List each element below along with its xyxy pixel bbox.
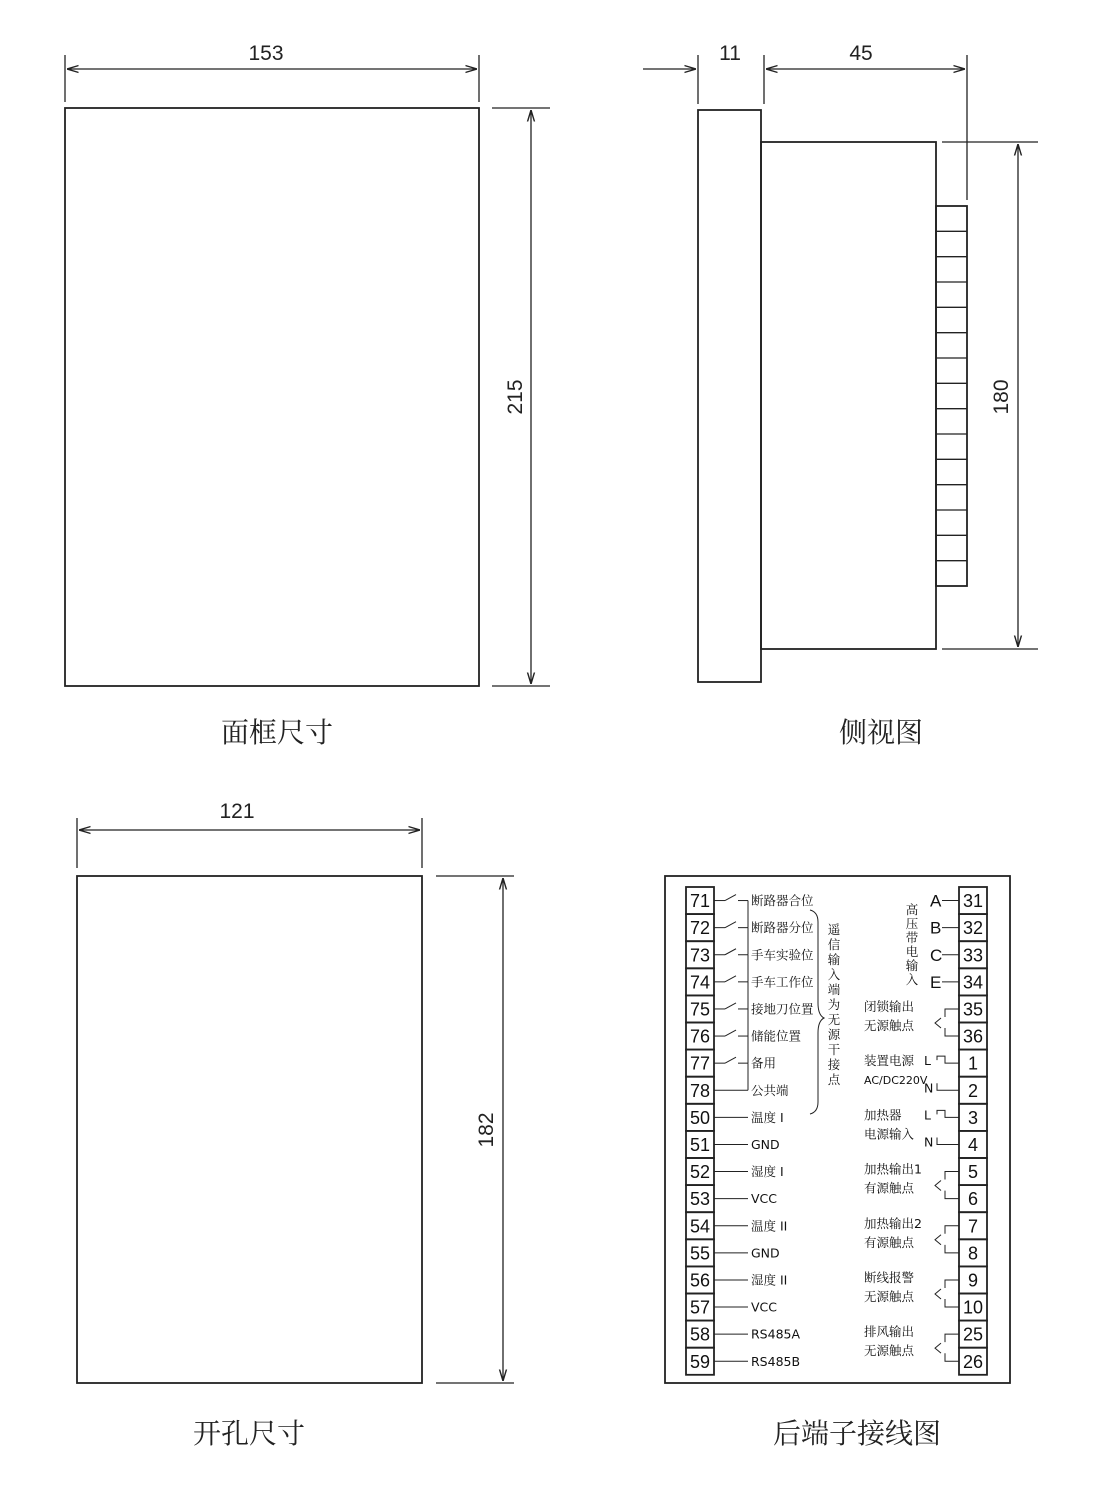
left-terminal-number: 59 [689, 1351, 711, 1372]
right-terminal-number: 31 [962, 891, 984, 912]
cutout-width-label: 121 [219, 800, 255, 823]
hv-phase-tag: C [930, 945, 943, 965]
left-terminal-number: 75 [689, 999, 711, 1020]
right-terminal-number: 25 [962, 1324, 984, 1345]
left-terminal-number: 57 [689, 1297, 711, 1318]
right-label-line1: 加热输出2 [864, 1215, 922, 1231]
switch-blade [725, 949, 736, 955]
left-terminal-number: 74 [689, 972, 711, 993]
hv-note-char: 带 [905, 930, 919, 945]
side-body-depth-label: 45 [849, 42, 873, 65]
supply-lead [937, 1083, 959, 1090]
telesignal-note-char: 端 [827, 982, 841, 997]
telesignal-note-char: 无 [827, 1012, 841, 1027]
left-terminal-label: VCC [751, 1299, 778, 1315]
right-terminal-number: 3 [967, 1107, 979, 1128]
left-terminal-number: 71 [689, 891, 711, 912]
side-body [761, 142, 936, 649]
supply-lead [937, 1110, 959, 1117]
left-terminal-label: RS485A [751, 1326, 801, 1342]
relay-contact [935, 1226, 959, 1253]
right-label-line1: 装置电源 [864, 1053, 915, 1069]
wiring-caption: 后端子接线图 [772, 1417, 942, 1450]
right-label-line1: 闭锁输出 [864, 998, 915, 1014]
relay-contact [935, 1172, 959, 1199]
switch-blade [725, 976, 736, 982]
hv-note-char: 输 [905, 958, 919, 973]
side-height-label: 180 [990, 379, 1013, 415]
left-terminal-number: 53 [689, 1189, 711, 1210]
left-terminal-number: 52 [689, 1162, 711, 1183]
panel-frame-caption: 面框尺寸 [220, 716, 334, 749]
telesignal-note-char: 信 [827, 937, 841, 952]
switch-blade [725, 895, 736, 901]
left-terminal-label: 断路器分位 [751, 920, 814, 936]
telesignal-note-char: 入 [827, 967, 841, 982]
hv-note-char: 压 [905, 916, 919, 931]
right-terminal-number: 35 [962, 999, 984, 1020]
left-terminal-label: 公共端 [751, 1082, 789, 1098]
hv-phase-tag: A [930, 891, 942, 911]
left-terminal-strip [686, 887, 814, 1375]
right-terminal-number: 26 [962, 1351, 984, 1372]
left-terminal-label: VCC [751, 1191, 778, 1207]
cutout-caption: 开孔尺寸 [192, 1417, 306, 1450]
hv-note-char: 入 [905, 972, 919, 987]
right-terminal-number: 6 [967, 1189, 979, 1210]
supply-tag: N [924, 1080, 934, 1096]
terminal-ribs [936, 231, 967, 560]
cutout-height-label: 182 [475, 1112, 498, 1148]
cutout-drawing [77, 800, 514, 1450]
left-terminal-label: GND [751, 1245, 780, 1261]
supply-lead [937, 1137, 959, 1144]
right-label-line1: 排风输出 [864, 1324, 915, 1340]
left-terminal-number: 55 [689, 1243, 711, 1264]
left-terminal-label: RS485B [751, 1353, 801, 1369]
wiring-diagram [665, 876, 1010, 1450]
panel-height-label: 215 [504, 379, 527, 415]
right-terminal-strip [924, 887, 987, 1375]
left-terminal-label: 温度 I [751, 1109, 784, 1125]
panel-width-label: 153 [248, 42, 284, 65]
right-label-line2: 有源触点 [864, 1234, 915, 1250]
right-label-line2: 无源触点 [864, 1343, 915, 1359]
right-label-line2: 无源触点 [864, 1288, 915, 1304]
switch-blade [725, 1003, 736, 1009]
left-terminal-label: 手车实验位 [751, 947, 814, 963]
supply-tag: L [924, 1053, 931, 1069]
cutout-outline [77, 876, 422, 1383]
relay-contact [935, 1009, 959, 1036]
left-terminal-label: 温度 II [751, 1218, 788, 1234]
side-terminal-block [936, 206, 967, 586]
right-label-line2: 电源输入 [864, 1126, 915, 1142]
relay-contact [935, 1334, 959, 1361]
left-terminal-label: 湿度 I [751, 1164, 784, 1180]
left-terminal-label: 接地刀位置 [751, 1001, 814, 1017]
left-terminal-number: 51 [689, 1134, 711, 1155]
right-terminal-number: 1 [967, 1053, 979, 1074]
right-terminal-number: 9 [967, 1270, 979, 1291]
right-terminal-number: 32 [962, 918, 984, 939]
switch-blade [725, 1057, 736, 1063]
left-terminal-label: 储能位置 [751, 1028, 802, 1044]
telesignal-note-char: 点 [827, 1072, 841, 1087]
hv-phase-tag: B [930, 918, 942, 938]
supply-lead [937, 1056, 959, 1063]
right-terminal-number: 36 [962, 1026, 984, 1047]
right-label-line2: 有源触点 [864, 1180, 915, 1196]
switch-blade [725, 922, 736, 928]
left-terminal-number: 78 [689, 1080, 711, 1101]
left-terminal-label: 断路器合位 [751, 893, 814, 909]
supply-tag: N [924, 1134, 934, 1150]
hv-input-note [906, 902, 919, 987]
right-label-line1: 断线报警 [864, 1269, 915, 1285]
left-terminal-number: 72 [689, 918, 711, 939]
panel-frame-outline [65, 108, 479, 686]
right-terminal-number: 34 [962, 972, 984, 993]
side-view-drawing [643, 42, 1038, 749]
supply-tag: L [924, 1107, 931, 1123]
left-terminal-number: 76 [689, 1026, 711, 1047]
left-terminal-number: 73 [689, 945, 711, 966]
left-terminal-number: 56 [689, 1270, 711, 1291]
switch-blade [725, 1030, 736, 1036]
right-terminal-number: 2 [967, 1080, 979, 1101]
right-label-line2: AC/DC220V [864, 1074, 928, 1088]
hv-note-char: 高 [905, 902, 919, 917]
left-terminal-label: 备用 [751, 1055, 777, 1071]
side-view-caption: 侧视图 [838, 716, 924, 749]
right-label-line2: 无源触点 [864, 1017, 915, 1033]
telesignal-note-char: 输 [827, 952, 841, 967]
right-terminal-number: 4 [967, 1134, 979, 1155]
right-terminal-number: 33 [962, 945, 984, 966]
left-terminal-number: 50 [689, 1107, 711, 1128]
right-label-line1: 加热输出1 [864, 1161, 922, 1177]
telesignal-note-char: 为 [827, 997, 841, 1012]
telesignal-note-char: 干 [827, 1042, 841, 1057]
right-terminal-number: 5 [967, 1162, 979, 1183]
left-terminal-number: 77 [689, 1053, 711, 1074]
telesignal-note-char: 遥 [827, 922, 841, 937]
relay-contact [935, 1280, 959, 1307]
left-terminal-number: 54 [689, 1216, 711, 1237]
telesignal-note-char: 源 [827, 1027, 841, 1042]
hv-phase-tag: E [930, 972, 942, 992]
left-terminal-label: 湿度 II [751, 1272, 788, 1288]
panel-frame-drawing [65, 42, 550, 749]
telesignal-note-char: 接 [827, 1057, 841, 1072]
right-terminal-number: 7 [967, 1216, 979, 1237]
right-terminal-number: 10 [962, 1297, 984, 1318]
left-terminal-number: 58 [689, 1324, 711, 1345]
side-front-panel [698, 110, 761, 682]
hv-note-char: 电 [905, 944, 919, 959]
side-front-depth-label: 11 [719, 42, 741, 65]
telesignal-note [828, 922, 841, 1087]
right-label-line1: 加热器 [864, 1107, 902, 1123]
right-terminal-number: 8 [967, 1243, 979, 1264]
left-terminal-label: 手车工作位 [751, 974, 814, 990]
right-terminal-labels [864, 999, 928, 1358]
left-terminal-label: GND [751, 1136, 780, 1152]
